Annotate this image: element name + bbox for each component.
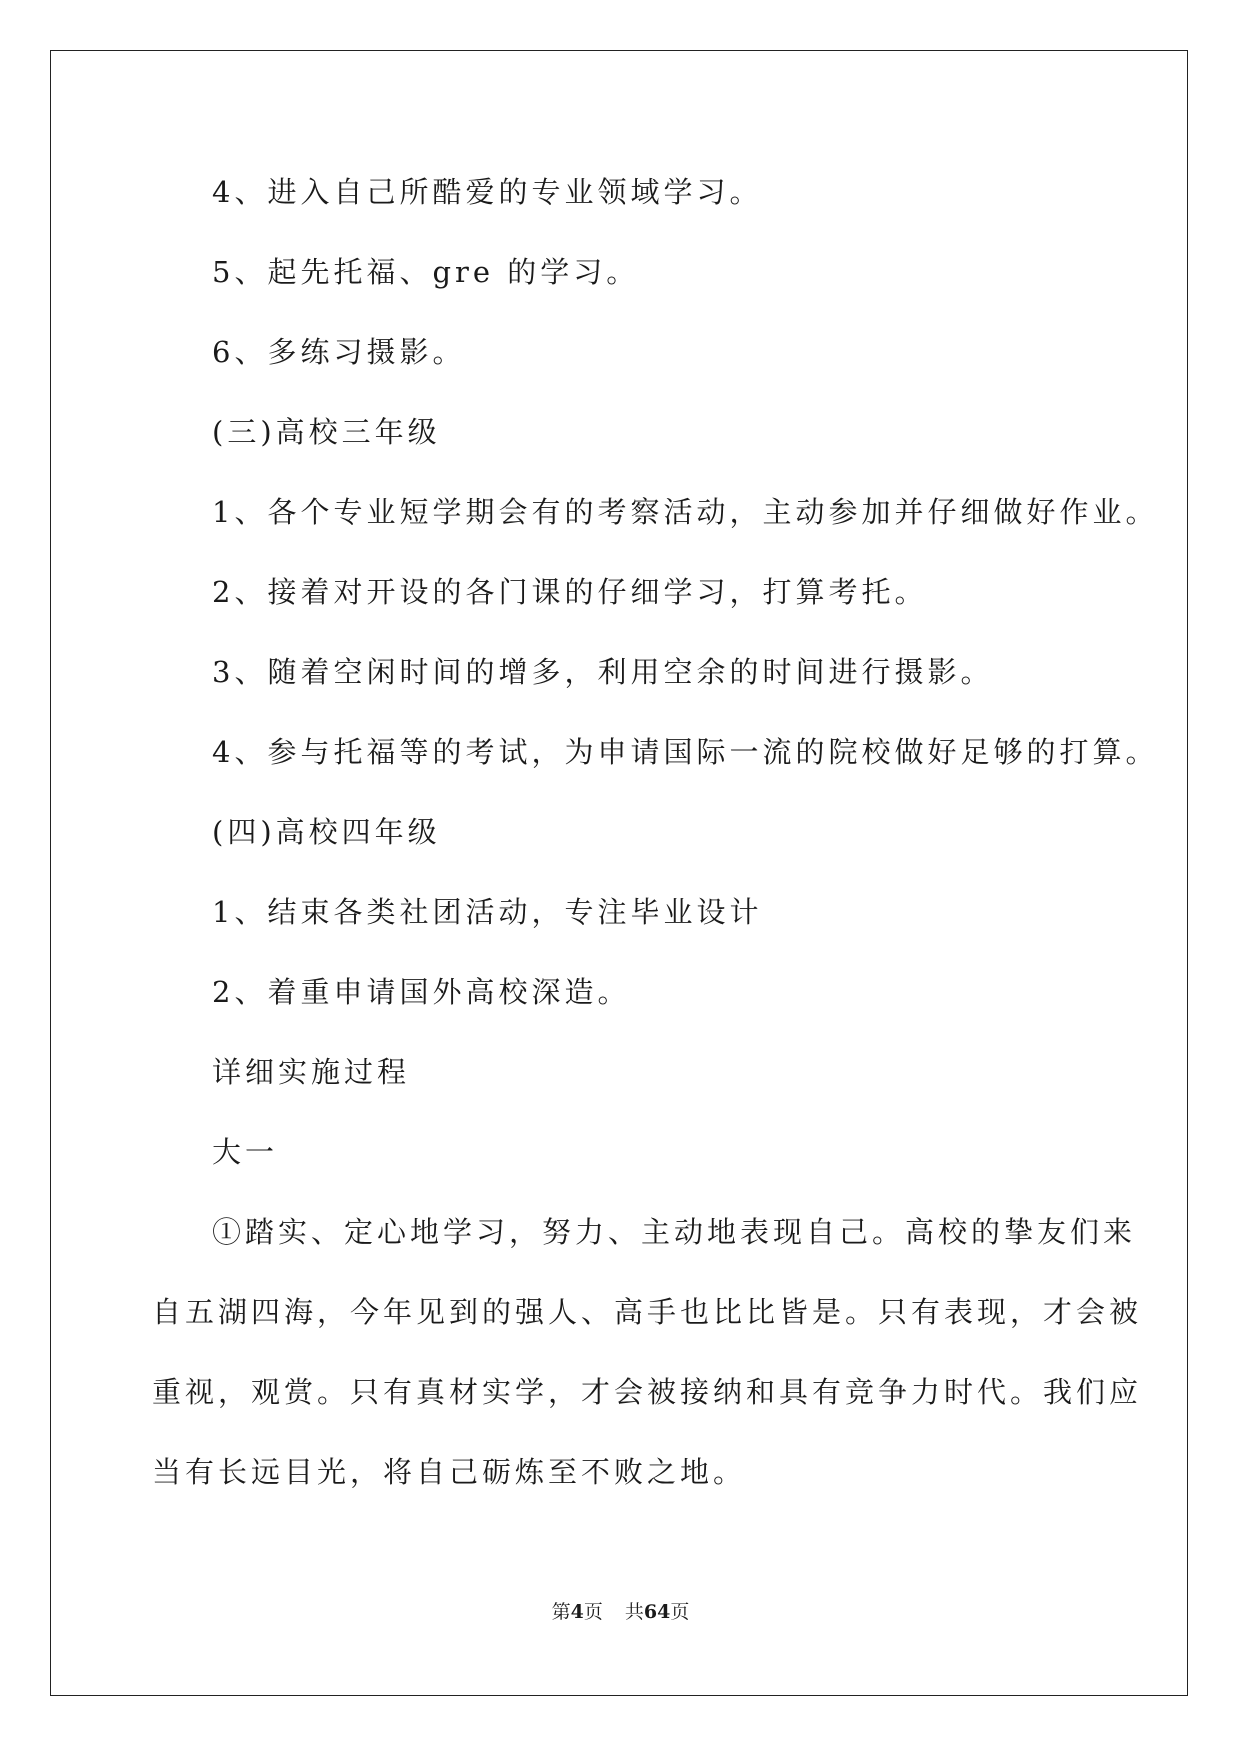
footer-total-unit: 页 (670, 1601, 690, 1623)
total-page-number: 64 (643, 1601, 671, 1623)
text-line: 3、随着空闲时间的增多，利用空余的时间进行摄影。 (212, 655, 994, 689)
section-heading: 大一 (212, 1135, 279, 1169)
page-footer (0, 1600, 1241, 1624)
text-line: 4、参与托福等的考试，为申请国际一流的院校做好足够的打算。 (212, 735, 1159, 769)
paragraph-line: 自五湖四海，今年见到的强人、高手也比比皆是。只有表现，才会被 (152, 1295, 1143, 1329)
paragraph-line: 重视，观赏。只有真材实学，才会被接纳和具有竞争力时代。我们应 (152, 1375, 1143, 1409)
text-line: 2、着重申请国外高校深造。 (212, 975, 631, 1009)
current-page-number: 4 (570, 1601, 584, 1623)
text-line: 1、结束各类社团活动，专注毕业设计 (212, 895, 763, 929)
section-heading: 详细实施过程 (212, 1055, 411, 1089)
footer-page-unit: 页 (583, 1601, 603, 1623)
footer-total-prefix: 共 (624, 1601, 644, 1623)
paragraph-line: 当有长远目光，将自己砺炼至不败之地。 (152, 1455, 747, 1489)
text-line: 1、各个专业短学期会有的考察活动，主动参加并仔细做好作业。 (212, 495, 1159, 529)
section-heading: (四)高校四年级 (212, 815, 441, 849)
text-line: 6、多练习摄影。 (212, 335, 466, 369)
text-line: 4、进入自己所酷爱的专业领域学习。 (212, 175, 763, 209)
text-line: 2、接着对开设的各门课的仔细学习，打算考托。 (212, 575, 928, 609)
footer-prefix: 第 (551, 1601, 571, 1623)
page-border (50, 50, 1188, 1696)
section-heading: (三)高校三年级 (212, 415, 441, 449)
text-line: 5、起先托福、gre 的学习。 (212, 255, 640, 289)
paragraph-line: ①踏实、定心地学习，努力、主动地表现自己。高校的挚友们来 (212, 1215, 1137, 1249)
